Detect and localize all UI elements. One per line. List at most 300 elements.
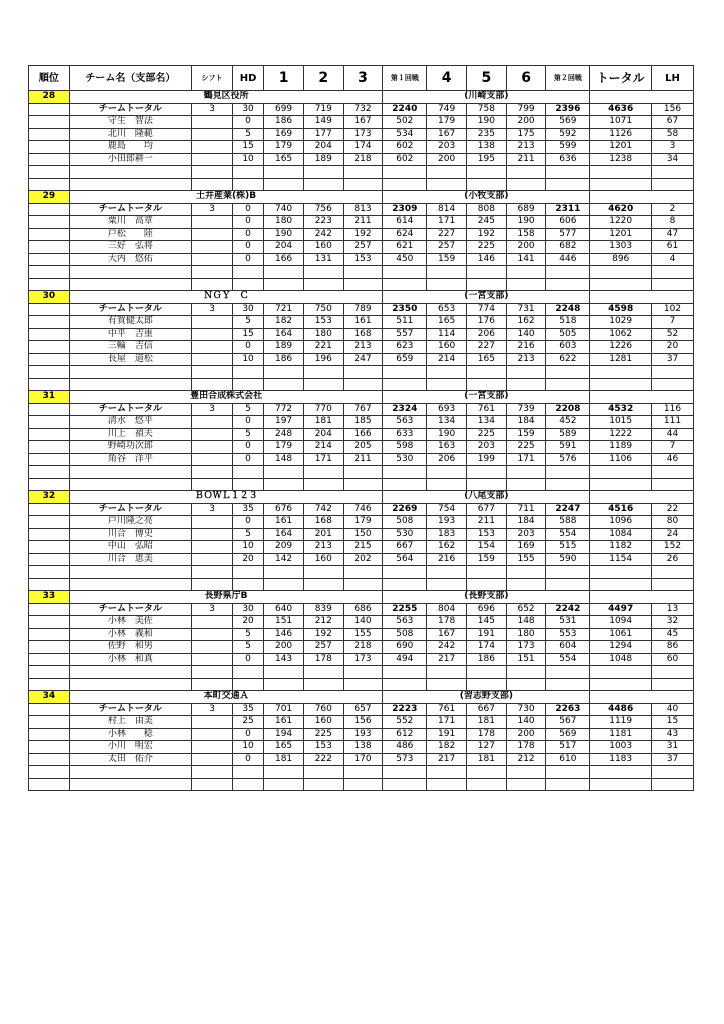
member-hd: 5	[232, 528, 263, 541]
team-total-game-1: 640	[264, 603, 304, 616]
member-game-5: 181	[467, 753, 507, 766]
member-game-2: 213	[303, 541, 343, 554]
team-total-hd: 35	[232, 703, 263, 716]
blank-cell	[264, 166, 304, 179]
blank-cell	[29, 478, 70, 491]
team-header-row	[29, 591, 694, 604]
member-name: 粟川 高章	[69, 216, 191, 229]
member-total: 1189	[590, 441, 652, 454]
member-round-2: 622	[546, 353, 590, 366]
member-lh: 34	[652, 153, 694, 166]
member-total: 1048	[590, 653, 652, 666]
blank-cell	[546, 566, 590, 579]
blank-cell	[192, 678, 233, 691]
team-total-game-4: 761	[427, 703, 467, 716]
team-rank: 28	[29, 91, 70, 104]
team-total-row	[29, 203, 694, 216]
member-game-6: 216	[506, 341, 546, 354]
member-round-1: 602	[383, 141, 427, 154]
blank-cell	[383, 478, 427, 491]
team-name: 土井産業(株)B	[69, 191, 383, 204]
blank-cell	[652, 266, 694, 279]
header-hd: HD	[232, 66, 263, 91]
member-hd: 5	[232, 641, 263, 654]
member-name: 角谷 洋平	[69, 453, 191, 466]
rank-spacer	[29, 741, 70, 754]
member-row	[29, 228, 694, 241]
blank-cell	[29, 266, 70, 279]
member-round-2: 518	[546, 316, 590, 329]
team-total-game-4: 754	[427, 503, 467, 516]
member-game-1: 190	[264, 228, 304, 241]
team-total-game-2: 770	[303, 403, 343, 416]
blank-cell	[232, 578, 263, 591]
member-game-3: 156	[343, 716, 383, 729]
member-game-2: 160	[303, 241, 343, 254]
team-total-row	[29, 603, 694, 616]
member-shift	[192, 328, 233, 341]
blank-cell	[264, 478, 304, 491]
member-game-5: 127	[467, 741, 507, 754]
member-game-1: 148	[264, 453, 304, 466]
member-row	[29, 253, 694, 266]
blank-cell	[232, 366, 263, 379]
team-total-hd: 5	[232, 403, 263, 416]
blank-cell	[303, 266, 343, 279]
member-lh: 37	[652, 353, 694, 366]
member-total: 1029	[590, 316, 652, 329]
blank-cell	[303, 478, 343, 491]
member-game-4: 183	[427, 528, 467, 541]
header-shift: シフト	[192, 66, 233, 91]
member-hd: 5	[232, 128, 263, 141]
member-hd: 15	[232, 328, 263, 341]
blank-cell	[192, 378, 233, 391]
member-game-2: 221	[303, 341, 343, 354]
team-total-game-2: 756	[303, 203, 343, 216]
rank-spacer	[29, 153, 70, 166]
member-game-6: 151	[506, 653, 546, 666]
member-game-1: 186	[264, 116, 304, 129]
team-total-game-2: 742	[303, 503, 343, 516]
member-shift	[192, 441, 233, 454]
blank-cell	[69, 466, 191, 479]
blank-cell	[546, 378, 590, 391]
blank-cell	[192, 178, 233, 191]
member-game-5: 206	[467, 328, 507, 341]
member-game-5: 195	[467, 153, 507, 166]
member-game-4: 167	[427, 628, 467, 641]
blank-cell	[264, 278, 304, 291]
member-game-2: 222	[303, 753, 343, 766]
member-game-4: 191	[427, 728, 467, 741]
member-round-2: 515	[546, 541, 590, 554]
blank-cell	[427, 378, 467, 391]
blank-cell	[546, 266, 590, 279]
blank-cell	[232, 178, 263, 191]
team-total-game-4: 814	[427, 203, 467, 216]
rank-spacer	[29, 428, 70, 441]
member-row	[29, 328, 694, 341]
member-game-6: 175	[506, 128, 546, 141]
member-round-1: 530	[383, 453, 427, 466]
member-round-2: 577	[546, 228, 590, 241]
rank-spacer	[29, 253, 70, 266]
member-game-2: 171	[303, 453, 343, 466]
header-game-4: 4	[427, 66, 467, 91]
blank-cell	[383, 566, 427, 579]
rank-spacer	[29, 116, 70, 129]
rank-spacer	[29, 628, 70, 641]
blank-cell	[590, 466, 652, 479]
member-game-2: 131	[303, 253, 343, 266]
blank-cell	[467, 578, 507, 591]
member-round-1: 557	[383, 328, 427, 341]
member-game-5: 138	[467, 141, 507, 154]
member-game-1: 182	[264, 316, 304, 329]
team-total-label: チームトータル	[69, 603, 191, 616]
blank-cell	[506, 378, 546, 391]
member-game-4: 162	[427, 541, 467, 554]
member-name: 小林 和真	[69, 653, 191, 666]
header-game-2: 2	[303, 66, 343, 91]
member-game-3: 185	[343, 416, 383, 429]
member-lh: 52	[652, 328, 694, 341]
member-game-3: 213	[343, 341, 383, 354]
blank-row	[29, 666, 694, 679]
member-shift	[192, 228, 233, 241]
team-total-grand-total: 4486	[590, 703, 652, 716]
blank-cell	[427, 778, 467, 791]
blank-cell	[264, 666, 304, 679]
team-total-lh: 156	[652, 103, 694, 116]
header-team: チーム名（支部名）	[69, 66, 191, 91]
member-row	[29, 416, 694, 429]
member-game-1: 164	[264, 328, 304, 341]
team-total-round-2: 2247	[546, 503, 590, 516]
member-row	[29, 153, 694, 166]
blank-cell	[506, 566, 546, 579]
member-round-2: 554	[546, 528, 590, 541]
blank-cell	[467, 778, 507, 791]
member-lh: 58	[652, 128, 694, 141]
member-game-3: 218	[343, 153, 383, 166]
team-branch: (八尾支部)	[383, 491, 590, 504]
member-name: 小川 明宏	[69, 741, 191, 754]
blank-row	[29, 266, 694, 279]
team-total-lh: 13	[652, 603, 694, 616]
member-game-1: 186	[264, 353, 304, 366]
blank-cell	[383, 766, 427, 779]
team-total-round-2: 2242	[546, 603, 590, 616]
member-game-1: 146	[264, 628, 304, 641]
member-round-2: 592	[546, 128, 590, 141]
member-round-2: 591	[546, 441, 590, 454]
team-branch: (川崎支部)	[383, 91, 590, 104]
blank-cell	[192, 578, 233, 591]
blank-cell	[343, 166, 383, 179]
rank-spacer	[29, 141, 70, 154]
blank-cell	[192, 166, 233, 179]
team-total-game-3: 657	[343, 703, 383, 716]
member-game-1: 151	[264, 616, 304, 629]
member-game-2: 212	[303, 616, 343, 629]
blank-cell	[343, 266, 383, 279]
member-game-3: 193	[343, 728, 383, 741]
member-game-6: 225	[506, 441, 546, 454]
member-round-1: 450	[383, 253, 427, 266]
member-row	[29, 728, 694, 741]
member-lh: 3	[652, 141, 694, 154]
member-game-4: 203	[427, 141, 467, 154]
member-total: 896	[590, 253, 652, 266]
team-total-game-5: 677	[467, 503, 507, 516]
blank-cell	[506, 178, 546, 191]
member-round-2: 531	[546, 616, 590, 629]
member-game-2: 160	[303, 716, 343, 729]
blank-cell	[652, 478, 694, 491]
member-game-2: 153	[303, 741, 343, 754]
blank-cell	[590, 266, 652, 279]
header-round-2: 第２回戦	[546, 66, 590, 91]
team-total-shift: 3	[192, 703, 233, 716]
rank-spacer	[29, 328, 70, 341]
team-total-game-4: 653	[427, 303, 467, 316]
member-game-1: 169	[264, 128, 304, 141]
blank-cell	[652, 278, 694, 291]
member-lh: 86	[652, 641, 694, 654]
blank-cell	[69, 578, 191, 591]
blank-cell	[192, 666, 233, 679]
member-game-3: 211	[343, 453, 383, 466]
header-round-1: 第１回戦	[383, 66, 427, 91]
member-game-5: 192	[467, 228, 507, 241]
blank-cell	[506, 478, 546, 491]
blank-cell	[264, 178, 304, 191]
member-name: 戸松 陸	[69, 228, 191, 241]
member-total: 1201	[590, 228, 652, 241]
blank-row	[29, 178, 694, 191]
rank-spacer	[29, 516, 70, 529]
member-round-1: 508	[383, 628, 427, 641]
member-lh: 152	[652, 541, 694, 554]
member-row	[29, 116, 694, 129]
member-game-6: 200	[506, 241, 546, 254]
member-game-4: 206	[427, 453, 467, 466]
member-hd: 0	[232, 728, 263, 741]
member-game-3: 247	[343, 353, 383, 366]
member-game-4: 114	[427, 328, 467, 341]
member-row	[29, 428, 694, 441]
blank-cell	[590, 578, 652, 591]
member-game-4: 242	[427, 641, 467, 654]
blank-cell	[546, 466, 590, 479]
member-game-5: 174	[467, 641, 507, 654]
team-total-game-6: 739	[506, 403, 546, 416]
blank-cell	[264, 566, 304, 579]
blank-cell	[467, 266, 507, 279]
blank-cell	[264, 778, 304, 791]
blank-cell	[232, 678, 263, 691]
blank-cell	[264, 578, 304, 591]
member-round-2: 505	[546, 328, 590, 341]
rank-spacer	[29, 241, 70, 254]
team-header-filler	[590, 491, 694, 504]
member-game-2: 204	[303, 428, 343, 441]
member-game-3: 179	[343, 516, 383, 529]
rank-spacer	[29, 128, 70, 141]
member-game-3: 170	[343, 753, 383, 766]
blank-cell	[506, 578, 546, 591]
header-game-3: 3	[343, 66, 383, 91]
team-total-lh: 102	[652, 303, 694, 316]
member-game-2: 214	[303, 441, 343, 454]
member-shift	[192, 616, 233, 629]
member-total: 1201	[590, 141, 652, 154]
team-rank: 29	[29, 191, 70, 204]
member-hd: 0	[232, 516, 263, 529]
team-header-filler	[590, 591, 694, 604]
blank-cell	[383, 366, 427, 379]
team-total-game-3: 813	[343, 203, 383, 216]
team-total-round-1: 2350	[383, 303, 427, 316]
member-lh: 60	[652, 653, 694, 666]
rank-spacer	[29, 703, 70, 716]
member-round-2: 682	[546, 241, 590, 254]
blank-cell	[467, 678, 507, 691]
blank-cell	[383, 466, 427, 479]
team-name: ＮＧＹ Ｃ	[69, 291, 383, 304]
team-header-row	[29, 391, 694, 404]
member-total: 1294	[590, 641, 652, 654]
member-game-6: 173	[506, 641, 546, 654]
team-total-game-3: 746	[343, 503, 383, 516]
team-branch: (小牧支部)	[383, 191, 590, 204]
member-game-3: 173	[343, 653, 383, 666]
member-hd: 10	[232, 741, 263, 754]
blank-cell	[29, 278, 70, 291]
member-shift	[192, 116, 233, 129]
blank-cell	[546, 278, 590, 291]
member-hd: 0	[232, 341, 263, 354]
member-row	[29, 453, 694, 466]
blank-row	[29, 466, 694, 479]
member-row	[29, 516, 694, 529]
team-total-label: チームトータル	[69, 703, 191, 716]
rank-spacer	[29, 453, 70, 466]
blank-cell	[652, 466, 694, 479]
member-game-5: 211	[467, 516, 507, 529]
member-round-1: 633	[383, 428, 427, 441]
blank-row	[29, 766, 694, 779]
member-total: 1096	[590, 516, 652, 529]
blank-cell	[546, 178, 590, 191]
blank-row	[29, 366, 694, 379]
member-name: 太田 佑介	[69, 753, 191, 766]
team-total-game-1: 699	[264, 103, 304, 116]
team-total-shift: 3	[192, 103, 233, 116]
member-lh: 67	[652, 116, 694, 129]
member-game-5: 178	[467, 728, 507, 741]
member-game-3: 138	[343, 741, 383, 754]
member-name: 守生 智法	[69, 116, 191, 129]
rank-spacer	[29, 341, 70, 354]
team-total-game-5: 667	[467, 703, 507, 716]
team-header-row	[29, 191, 694, 204]
blank-cell	[506, 778, 546, 791]
rank-spacer	[29, 353, 70, 366]
blank-cell	[192, 766, 233, 779]
member-game-2: 180	[303, 328, 343, 341]
team-branch: (一宮支部)	[383, 391, 590, 404]
member-total: 1183	[590, 753, 652, 766]
team-total-game-6: 652	[506, 603, 546, 616]
member-hd: 0	[232, 116, 263, 129]
team-total-hd: 35	[232, 503, 263, 516]
member-game-3: 161	[343, 316, 383, 329]
member-name: 北川 隆範	[69, 128, 191, 141]
member-game-3: 174	[343, 141, 383, 154]
member-game-5: 153	[467, 528, 507, 541]
member-game-4: 165	[427, 316, 467, 329]
member-round-2: 446	[546, 253, 590, 266]
blank-cell	[427, 666, 467, 679]
team-total-game-1: 701	[264, 703, 304, 716]
team-total-game-5: 774	[467, 303, 507, 316]
member-hd: 15	[232, 141, 263, 154]
member-round-2: 553	[546, 628, 590, 641]
blank-cell	[383, 666, 427, 679]
member-game-3: 140	[343, 616, 383, 629]
member-shift	[192, 628, 233, 641]
blank-cell	[192, 466, 233, 479]
member-game-6: 213	[506, 353, 546, 366]
member-game-6: 211	[506, 153, 546, 166]
member-total: 1181	[590, 728, 652, 741]
member-game-4: 179	[427, 116, 467, 129]
member-row	[29, 528, 694, 541]
member-game-2: 242	[303, 228, 343, 241]
blank-cell	[427, 166, 467, 179]
blank-cell	[506, 766, 546, 779]
member-total: 1281	[590, 353, 652, 366]
member-game-1: 204	[264, 241, 304, 254]
team-total-shift: 3	[192, 203, 233, 216]
blank-cell	[232, 778, 263, 791]
team-total-game-6: 730	[506, 703, 546, 716]
member-name: 鹿島 均	[69, 141, 191, 154]
member-hd: 0	[232, 453, 263, 466]
member-row	[29, 141, 694, 154]
team-total-game-5: 696	[467, 603, 507, 616]
member-shift	[192, 253, 233, 266]
blank-cell	[192, 266, 233, 279]
blank-cell	[652, 578, 694, 591]
blank-cell	[506, 466, 546, 479]
member-game-2: 204	[303, 141, 343, 154]
blank-cell	[29, 678, 70, 691]
member-total: 1084	[590, 528, 652, 541]
member-game-5: 190	[467, 116, 507, 129]
member-game-1: 165	[264, 153, 304, 166]
blank-cell	[232, 166, 263, 179]
member-round-1: 667	[383, 541, 427, 554]
blank-cell	[590, 766, 652, 779]
member-name: 中山 弘昭	[69, 541, 191, 554]
member-game-2: 181	[303, 416, 343, 429]
blank-cell	[427, 678, 467, 691]
member-row	[29, 753, 694, 766]
